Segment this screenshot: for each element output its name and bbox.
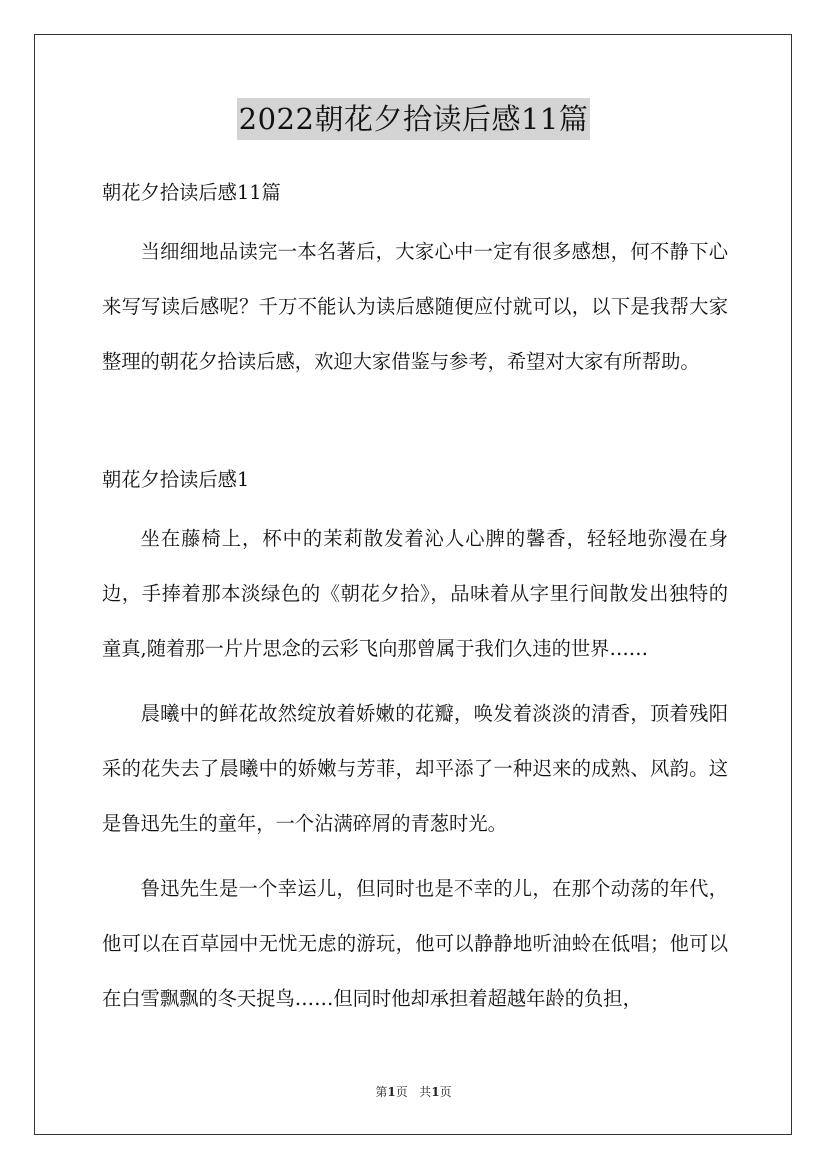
total-suffix: 页 <box>439 1085 452 1099</box>
document-title: 2022朝花夕拾读后感11篇 <box>237 98 591 140</box>
body-paragraph-2: 晨曦中的鲜花故然绽放着娇嫩的花瓣，唤发着淡淡的清香，顶着残阳采的花失去了晨曦中的娇嫩与芳菲，却平添了一种迟来的成熟、风韵。这是鲁迅先生的童年，一个沾满碎屑的青葱时光。 <box>102 702 728 835</box>
document-body <box>102 172 728 1036</box>
title-container <box>0 98 827 140</box>
total-pages: 1 <box>431 1085 440 1099</box>
section-heading-1: 朝花夕拾读后感1 <box>102 468 250 491</box>
page-label-prefix: 第 <box>375 1085 388 1099</box>
intro-paragraph: 当细细地品读完一本名著后，大家心中一定有很多感想，何不静下心来写写读后感呢？千万不能认为读后感随便应付就可以，以下是我帮大家整理的朝花夕拾读后感，欢迎大家借鉴与参考，希望对大家有所帮助。 <box>102 240 728 373</box>
document-subtitle: 朝花夕拾读后感11篇 <box>102 181 281 204</box>
page-number: 1 <box>387 1085 396 1099</box>
page-label-suffix: 页 <box>395 1085 408 1099</box>
section-spacer <box>102 399 728 459</box>
body-paragraph-3: 鲁迅先生是一个幸运儿，但同时也是不幸的儿，在那个动荡的年代，他可以在百草园中无忧无虑的游玩，他可以静静地听油蛉在低唱；他可以在白雪飘飘的冬天捉鸟……但同时他却承担着超越年龄的负担， <box>102 877 728 1010</box>
total-prefix: 共 <box>419 1085 432 1099</box>
body-paragraph-1: 坐在藤椅上，杯中的茉莉散发着沁人心脾的馨香，轻轻地弥漫在身边，手捧着那本淡绿色的《朝花夕拾》，品味着从字里行间散发出独特的童真,随着那一片片思念的云彩飞向那曾属于我们久违的世界…… <box>102 527 728 660</box>
page-footer <box>0 1083 827 1100</box>
